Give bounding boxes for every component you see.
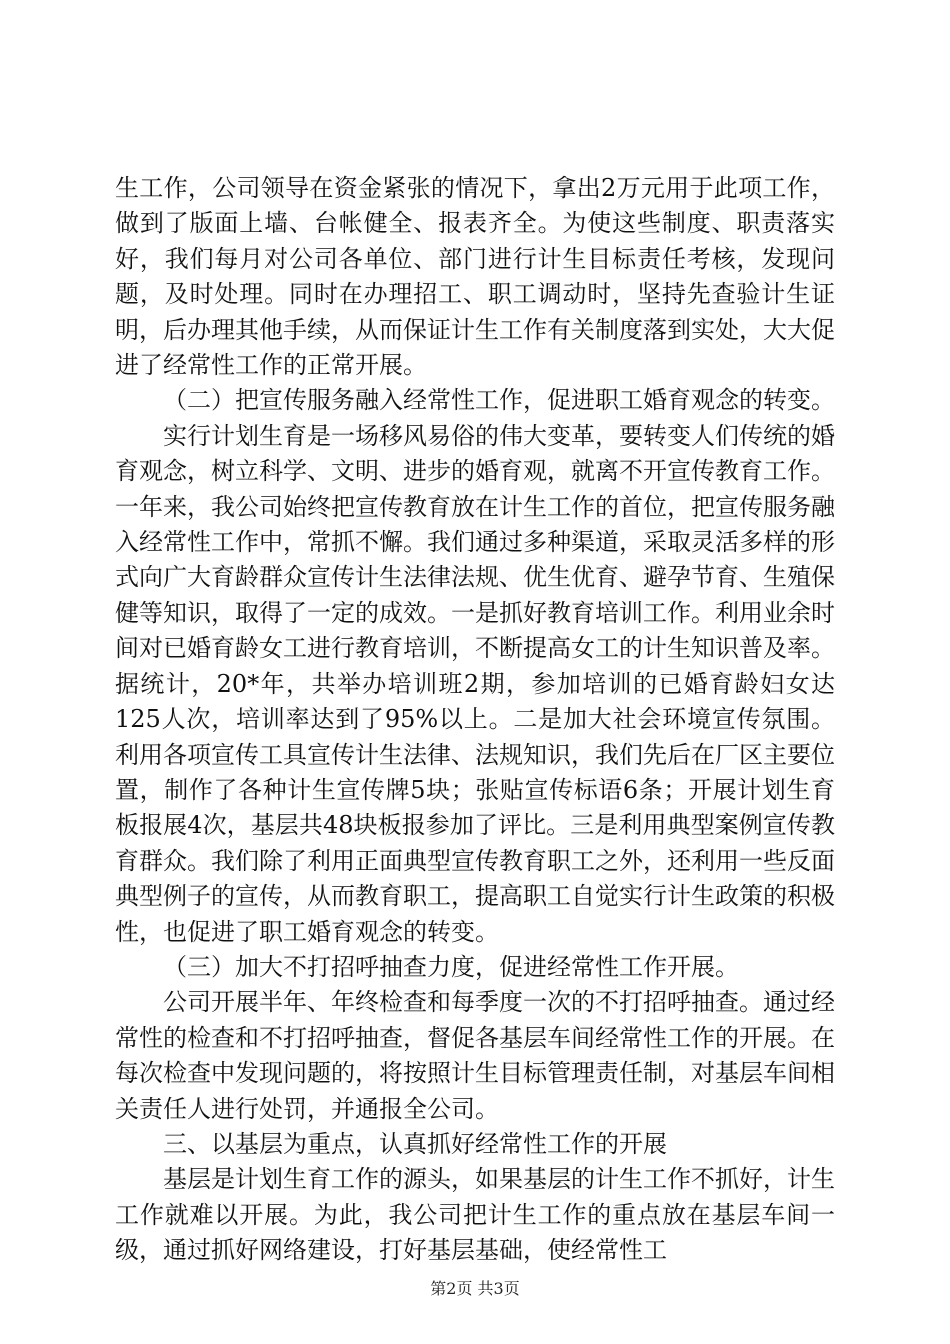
section-heading-main-3: 三、以基层为重点，认真抓好经常性工作的开展	[163, 1129, 667, 1158]
paragraph-propaganda: 实行计划生育是一场移风易俗的伟大变革，要转变人们传统的婚育观念，树立科学、文明、进步的婚育观，就离不开宣传教育工作。一年来，我公司始终把宣传教育放在计生工作的首位，把宣传服务融入经常性工作中，常抓不懈。我们通过多种渠道，采取灵活多样的形式向广大育龄群众宣传计生法律法规、优生优育、避孕节育、生殖保健等知识，取得了一定的成效。一是抓好教育培训工作。利用业余时间对已婚育龄女工进行教育培训，不断提高女工的计生知识普及率。据统计，20*年，共举办培训班2期，参加培训的已婚育龄妇女达125人次，培训率达到了95%以上。二是加大社会环境宣传氛围。利用各项宣传工具宣传计生法律、法规知识，我们先后在厂区主要位置，制作了各种计生宣传牌5块；张贴宣传标语6条；开展计划生育板报展4次，基层共48块板报参加了评比。三是利用典型案例宣传教育群众。我们除了利用正面典型宣传教育职工之外，还利用一些反面典型例子的宣传，从而教育职工，提高职工自觉实行计生政策的积极性，也促进了职工婚育观念的转变。	[115, 421, 835, 946]
page-footer: 第2页 共3页	[430, 1279, 520, 1298]
section-heading-3: （三）加大不打招呼抽查力度，促进经常性工作开展。	[163, 952, 739, 981]
document-body	[115, 171, 835, 1269]
paragraph-continuation: 生工作，公司领导在资金紧张的情况下，拿出2万元用于此项工作，做到了版面上墙、台帐健全、报表齐全。为使这些制度、职责落实好，我们每月对公司各单位、部门进行计生目标责任考核，发现问题，及时处理。同时在办理招工、职工调动时，坚持先查验计生证明，后办理其他手续，从而保证计生工作有关制度落到实处，大大促进了经常性工作的正常开展。	[115, 174, 835, 380]
paragraph-grassroots: 基层是计划生育工作的源头，如果基层的计生工作不抓好，计生工作就难以开展。为此，我公司把计生工作的重点放在基层车间一级，通过抓好网络建设，打好基层基础，使经常性工	[115, 1165, 835, 1265]
section-heading-2: （二）把宣传服务融入经常性工作，促进职工婚育观念的转变。	[163, 386, 835, 415]
paragraph-inspection: 公司开展半年、年终检查和每季度一次的不打招呼抽查。通过经常性的检查和不打招呼抽查，督促各基层车间经常性工作的开展。在每次检查中发现问题的，将按照计生目标管理责任制，对基层车间相关责任人进行处罚，并通报全公司。	[115, 988, 835, 1123]
